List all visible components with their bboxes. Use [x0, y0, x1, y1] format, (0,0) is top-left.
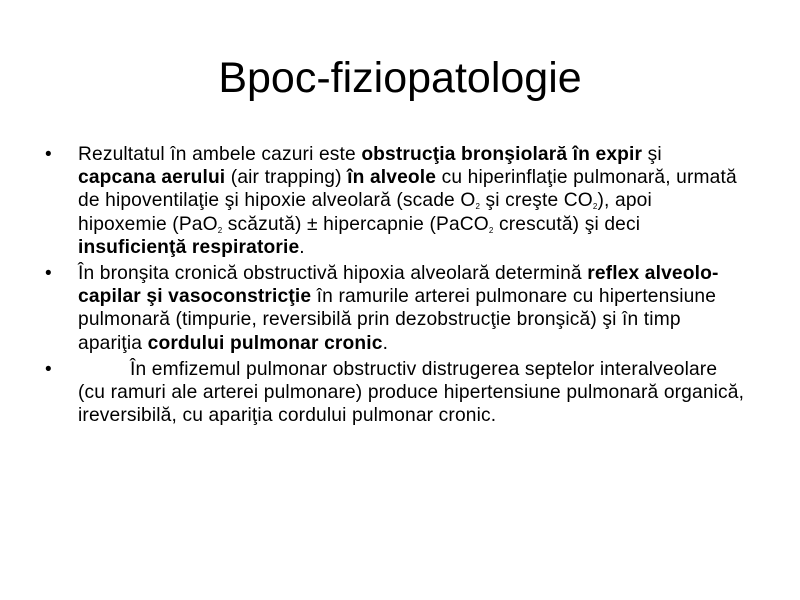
bullet-item-emphysema	[45, 358, 745, 428]
bullet-text: Rezultatul în ambele cazuri este obstrucţia bronşiolară în expir şi capcana aerului (air trapping) în alveole cu hiperinflaţie pulmonară, urmată de hipoventilaţie şi hipoxie alveolară (scade $O_2$ şi creşte $CO_2$), apoi hipoxemie (PaO$_2$ scăzută) ± hipercapnie (PaCO$_2$ crescută) şi deci insuficienţă respiratorie.	[78, 144, 737, 258]
bullet-item-bronchitis	[45, 262, 745, 355]
bullet-item-result	[45, 143, 745, 259]
bullet-marker: •	[45, 263, 52, 285]
bullet-text: În emfizemul pulmonar obstructiv distrugerea septelor interalveolare (cu ramuri ale arterei pulmonare) produce hipertensiune pulmonară organică, ireversibilă, cu apariţia cordului pulmonar cronic.	[78, 358, 745, 427]
bullet-marker: •	[45, 358, 52, 380]
bullet-list	[45, 143, 745, 430]
bullet-text: În bronşita cronică obstructivă hipoxia alveolară determină reflex alveolo-capilar şi vasoconstricţie în ramurile arterei pulmonare cu hipertensiune pulmonară (timpurie, reversibilă prin dezobstrucţie bronşică) şi în timp apariţia cordului pulmonar cronic.	[78, 263, 719, 354]
slide-title: Bpoc-fiziopatologie	[218, 54, 582, 102]
bullet-marker: •	[45, 144, 52, 165]
